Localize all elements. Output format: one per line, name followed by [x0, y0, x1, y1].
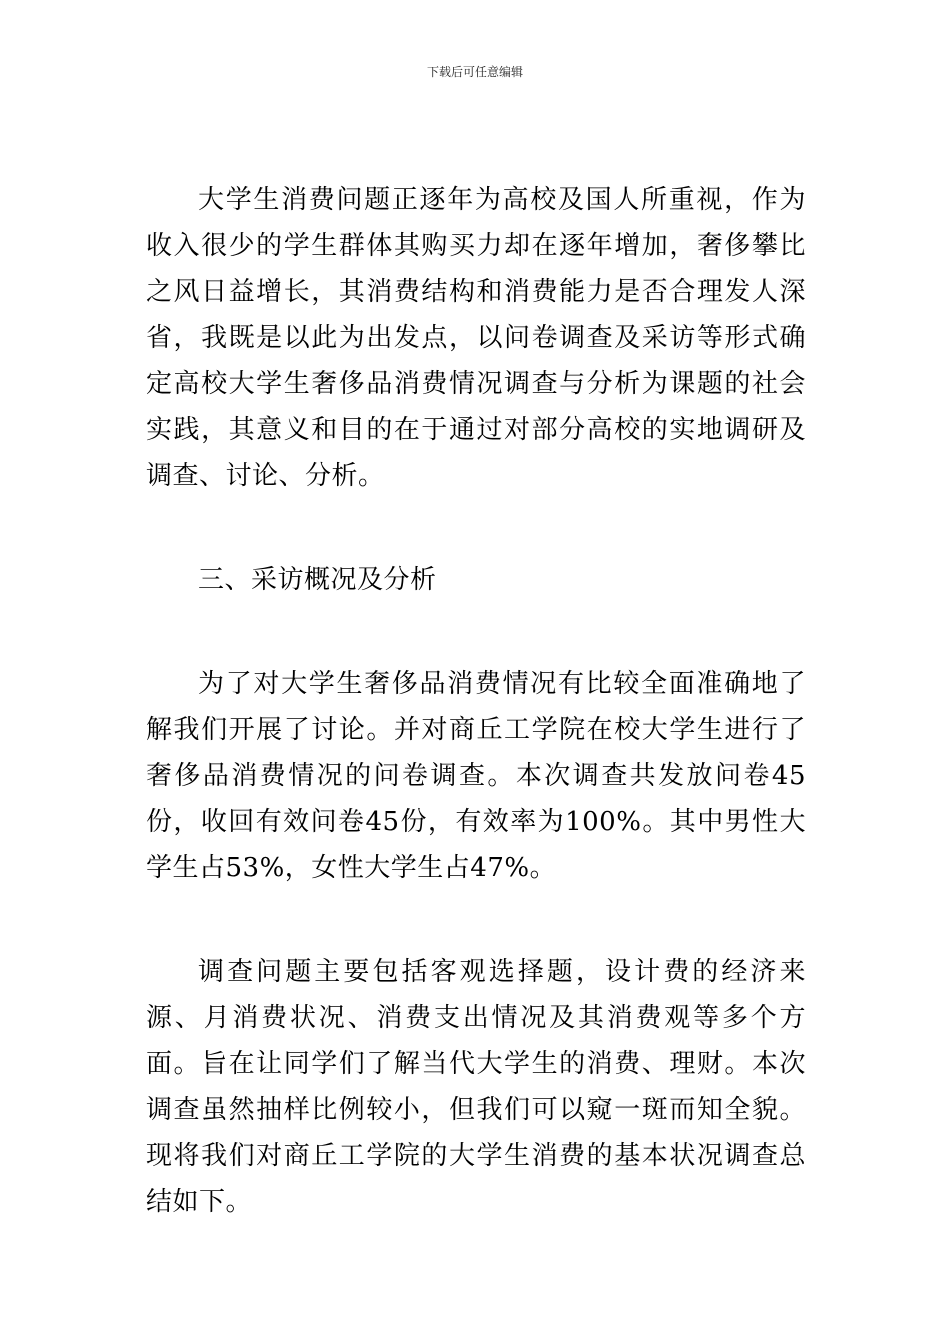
header-text: 下载后可任意编辑: [426, 65, 523, 79]
paragraph-survey-overview: 为了对大学生奢侈品消费情况有比较全面准确地了解我们开展了讨论。并对商丘工学院在校大学生进行了奢侈品消费情况的问卷调查。本次调查共发放问卷45份，收回有效问卷45份，有效率为100%。其中男性大学生占53%，女性大学生占47%。: [146, 669, 806, 883]
spacer: [146, 891, 806, 949]
page-header: [0, 64, 950, 80]
paragraph-intro: 大学生消费问题正逐年为高校及国人所重视，作为收入很少的学生群体其购买力却在逐年增加，奢侈攀比之风日益增长，其消费结构和消费能力是否合理发人深省，我既是以此为出发点，以问卷调查及采访等形式确定高校大学生奢侈品消费情况调查与分析为课题的社会实践，其意义和目的在于通过对部分高校的实地调研及调查、讨论、分析。: [146, 185, 806, 491]
document-body: [146, 177, 806, 1225]
section-heading: 三、采访概况及分析: [198, 565, 437, 595]
spacer: [146, 499, 806, 557]
spacer: [146, 603, 806, 661]
paragraph-survey-content: 调查问题主要包括客观选择题，设计费的经济来源、月消费状况、消费支出情况及其消费观等多个方面。旨在让同学们了解当代大学生的消费、理财。本次调查虽然抽样比例较小，但我们可以窥一斑而知全貌。现将我们对商丘工学院的大学生消费的基本状况调查总结如下。: [146, 957, 806, 1217]
